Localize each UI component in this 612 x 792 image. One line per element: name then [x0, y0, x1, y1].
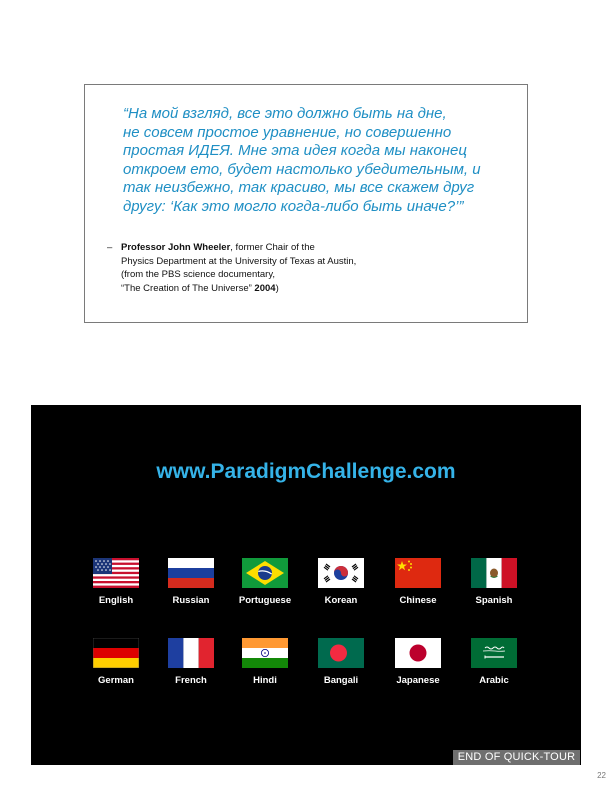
japan-flag-icon: [395, 638, 441, 668]
france-flag-icon: [168, 638, 214, 668]
korea-flag-icon: [318, 558, 364, 588]
attribution-close: ): [275, 282, 279, 294]
flag-item-chinese[interactable]: [380, 558, 456, 606]
end-of-tour-badge: END OF QUICK-TOUR: [453, 750, 580, 765]
language-label: Hindi: [253, 675, 277, 686]
page-number: 22: [597, 771, 606, 780]
author-name: Professor John Wheeler: [121, 242, 231, 253]
attribution-line-3: (from the PBS science documentary,: [121, 269, 275, 280]
language-label: Chinese: [399, 595, 437, 606]
mexico-flag-icon: [471, 558, 517, 588]
documentary-year: 2004: [254, 282, 276, 294]
attribution-line-2: Physics Department at the University of Texas at Austin,: [121, 255, 357, 267]
flag-item-hindi[interactable]: [227, 638, 303, 686]
author-role: , former Chair of the: [230, 242, 315, 253]
flag-item-russian[interactable]: [153, 558, 229, 606]
language-label: English: [98, 595, 134, 606]
quote-box: [84, 84, 528, 323]
language-label: Bangali: [323, 675, 359, 686]
usa-flag-icon: [93, 558, 139, 588]
language-label: Russian: [172, 595, 210, 606]
attribution-line-1: [121, 241, 481, 255]
bangladesh-flag-icon: [318, 638, 364, 668]
brazil-flag-icon: [242, 558, 288, 588]
language-label: French: [175, 675, 207, 686]
russia-flag-icon: [168, 558, 214, 588]
flag-item-english[interactable]: [78, 558, 154, 606]
china-flag-icon: [395, 558, 441, 588]
flag-item-portuguese[interactable]: [227, 558, 303, 606]
flag-item-korean[interactable]: [303, 558, 379, 606]
language-label: German: [98, 675, 134, 686]
flag-item-japanese[interactable]: [380, 638, 456, 686]
flag-item-german[interactable]: [78, 638, 154, 686]
language-label: Portuguese: [238, 595, 292, 606]
flag-item-arabic[interactable]: [456, 638, 532, 686]
site-url-link[interactable]: www.ParadigmChallenge.com: [156, 460, 456, 483]
attribution-dash: –: [107, 242, 113, 253]
germany-flag-icon: [93, 638, 139, 668]
documentary-title: “The Creation of The Universe”: [121, 282, 252, 294]
language-label: Korean: [324, 595, 358, 606]
language-label: Japanese: [396, 675, 440, 686]
flag-item-spanish[interactable]: [456, 558, 532, 606]
attribution-lines: [121, 241, 481, 295]
quote-text: “На мой взгляд, все это должно быть на дне, не совсем простое уравнение, но совершенно простая ИДЕЯ. Мне эта идея когда мы наконец откроем ето, будет настолько убедительным, и так неизбежно, так красиво, мы все скажем друг другу: ‘Как это могло когда-либо быть иначе?’”: [123, 105, 481, 215]
flag-item-french[interactable]: [153, 638, 229, 686]
language-panel: [31, 405, 581, 765]
language-label: Spanish: [475, 595, 513, 606]
india-flag-icon: [242, 638, 288, 668]
saudi-arabia-flag-icon: [471, 638, 517, 668]
flag-item-bangali[interactable]: [303, 638, 379, 686]
attribution-line-4: [121, 282, 481, 296]
language-label: Arabic: [479, 675, 509, 686]
